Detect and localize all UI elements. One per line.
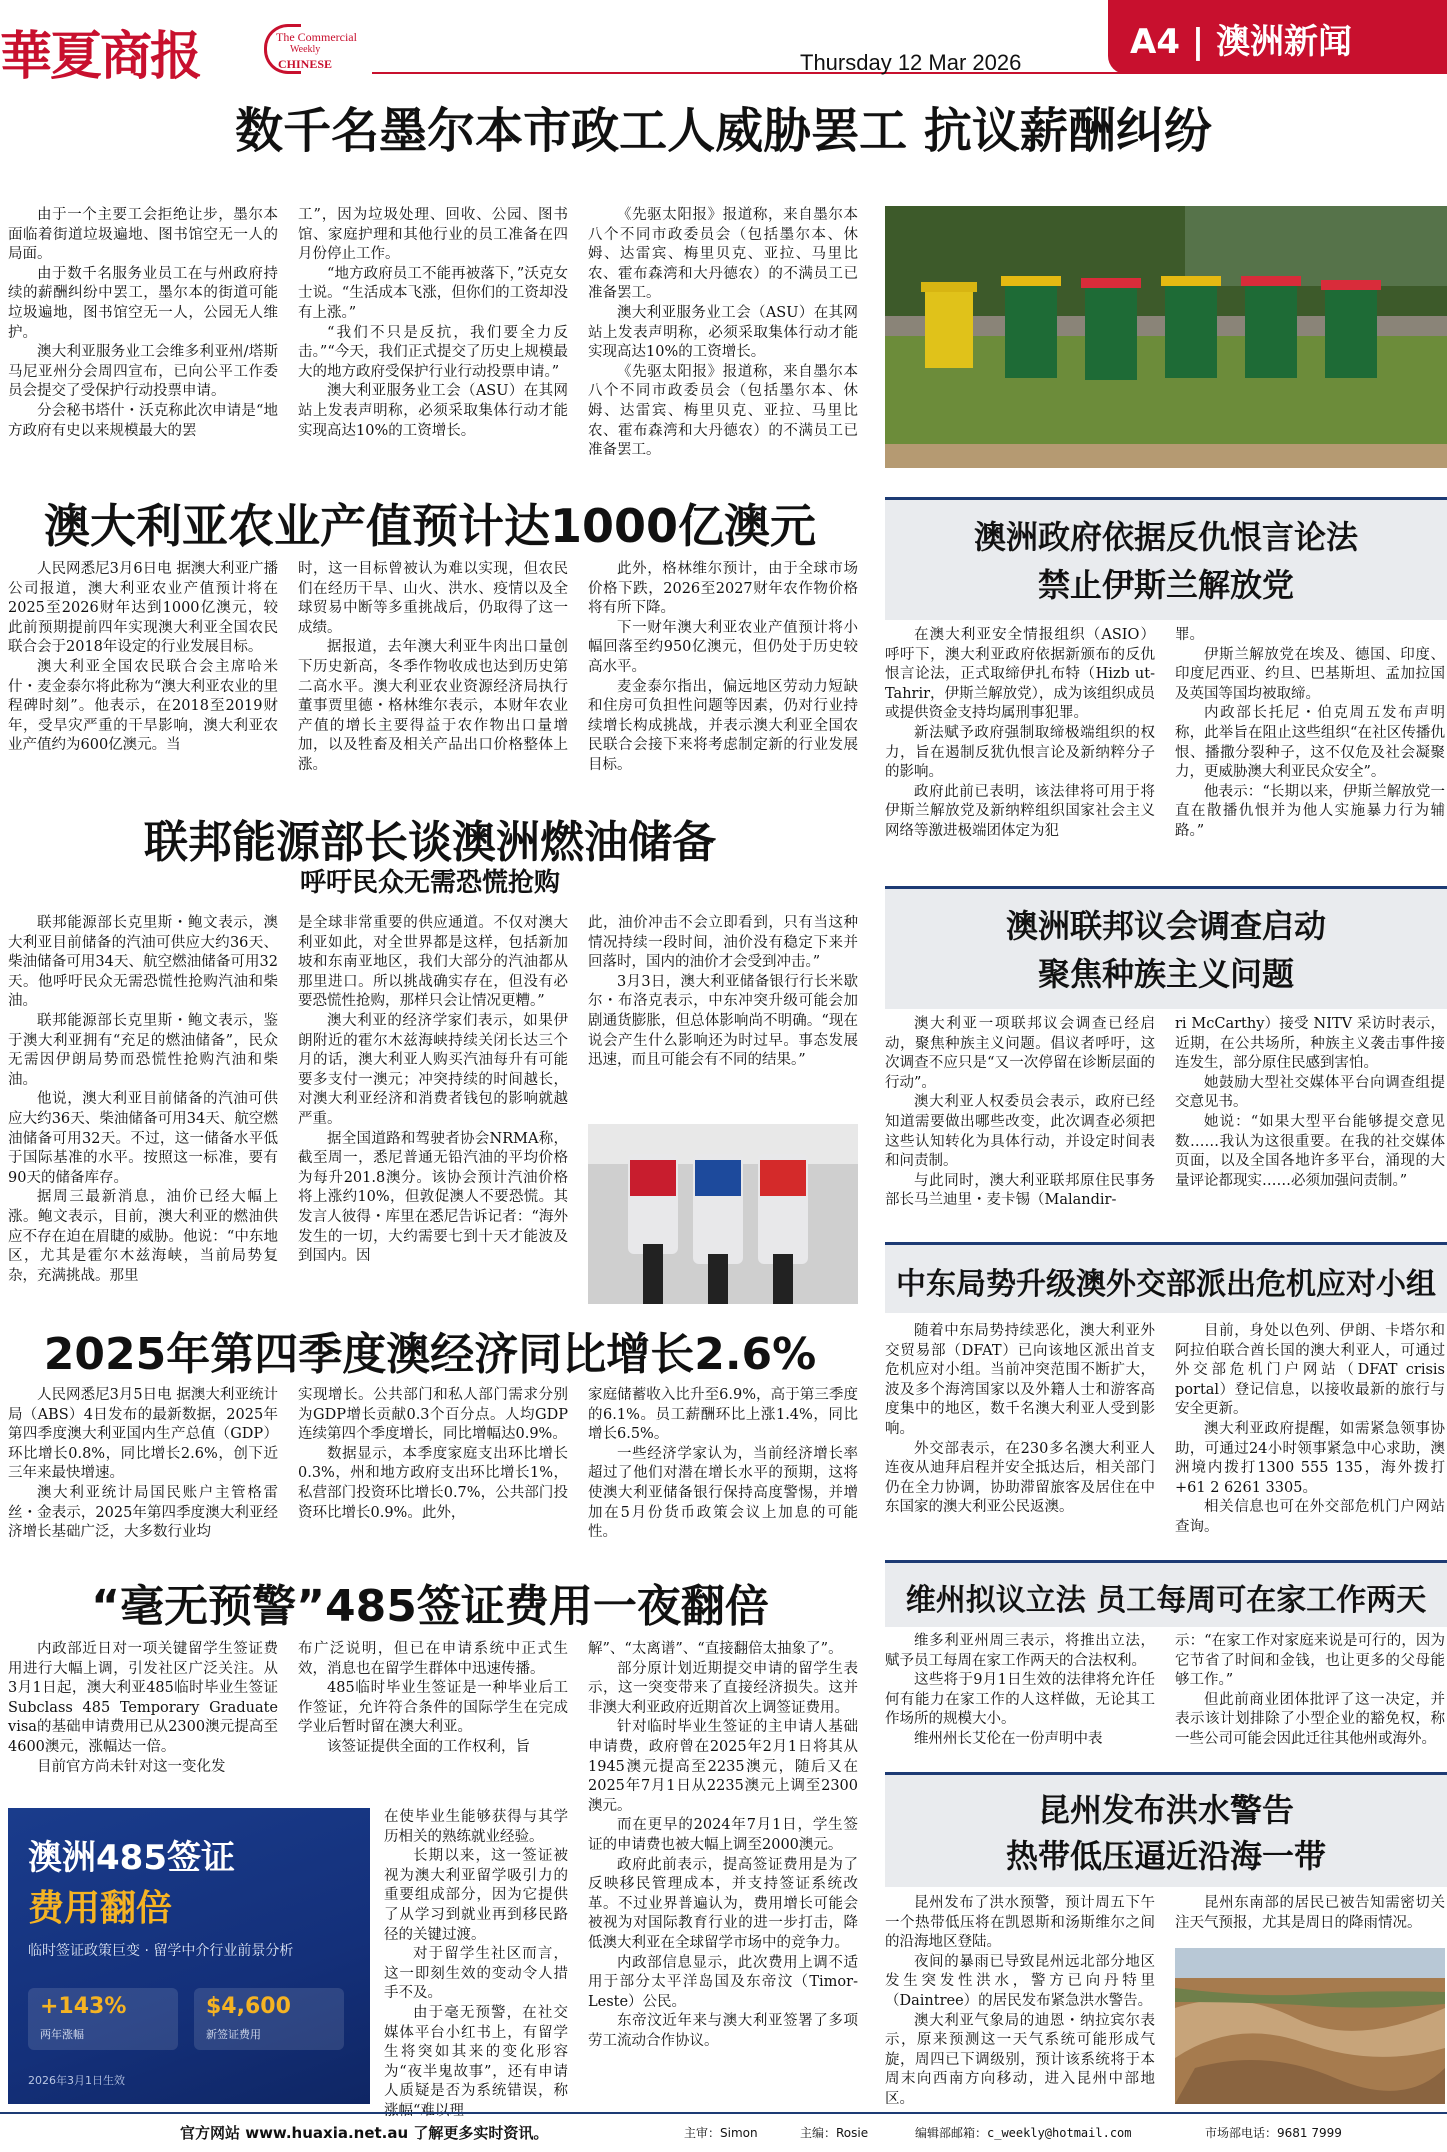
- masthead: [0, 0, 1447, 87]
- para: 目前官方尚未针对这一变化发: [37, 1758, 226, 1775]
- a2-col3: [588, 560, 858, 778]
- a5-col1: [8, 1640, 278, 1802]
- para: 他说，澳大利亚目前储备的汽油可供应大约36天、柴油储备可用34天、航空燃油储备可用32天。不过，这一储备水平低于国际基准的水平。按照这一标准，要有90天的储备库存。: [8, 1091, 278, 1186]
- para: 3月3日，澳大利亚储备银行行长米歇尔・布洛克表示，中东冲突升级可能会加剧通货膨胀，但总体影响尚不明确。“现在说会产生什么影响还为时过早。事态发展迅速，而且可能会有不同的结果。”: [588, 973, 858, 1069]
- fuel-pump-nozzles-photo: [588, 1124, 858, 1304]
- a2-col1: [8, 560, 278, 778]
- headline-flood-line2: 热带低压逼近沿海一带: [1005, 1837, 1326, 1875]
- garbage-bins-photo: [885, 206, 1447, 468]
- footer-phone: 市场部电话：9681 7999: [1205, 2126, 1342, 2140]
- para: 实现增长。公共部门和私人部门需求分别为GDP增长贡献0.3个百分点。人均GDP连续第四个季度增长，同比增幅达0.9%。: [298, 1387, 568, 1443]
- footer: [0, 2112, 1447, 2152]
- para: 澳大利亚服务业工会（ASU）在其网站上发表声明称，必须采取集体行动才能实现高达10%的工资增长。: [298, 383, 568, 439]
- para: 家庭储蓄收入比升至6.9%，高于第三季度的6.1%。员工薪酬环比上涨1.4%，同比增长6.5%。: [588, 1387, 858, 1443]
- para: 维州州长艾伦在一份声明中表: [914, 1730, 1103, 1747]
- para: 在使毕业生能够获得与其学历相关的熟练就业经验。: [384, 1809, 568, 1845]
- a1-col1: [8, 206, 278, 462]
- para: 政府此前表示，提高签证费用是为了反映移民管理成本，并支持签证系统改革。不过业界普遍认为，费用增长可能会被视为对国际教育行业的进一步打击，降低澳大利亚在全球留学市场中的竞争力。: [588, 1856, 858, 1951]
- para: 部分原计划近期提交申请的留学生表示，这一突变带来了直接经济损失。这并非澳大利亚政府近期首次上调签证费用。: [588, 1660, 858, 1716]
- ad-effective-note: 2026年3月1日生效: [28, 2074, 125, 2087]
- para: 据全国道路和驾驶者协会NRMA称，截至周一，悉尼普通无铅汽油的平均价格为每升201.8澳分。该协会预计汽油价格将上涨约10%，但敦促澳人不要恐慌。其发言人彼得・库里在悉尼告诉记者：“海外发生的一切，大约需要七到十天才能波及到国内。因: [298, 1130, 568, 1265]
- subhead-fuel: 呼吁民众无需恐慌抢购: [299, 868, 560, 898]
- para: 该签证提供全面的工作权利，旨: [327, 1738, 530, 1755]
- ad-stat2-value: $4,600: [206, 1994, 291, 2019]
- a1-col3: [588, 206, 858, 462]
- a7-col2: [1175, 1015, 1445, 1215]
- a10-headline-box: [885, 1772, 1447, 1887]
- a7-col1: [885, 1015, 1155, 1215]
- a5-col3: [588, 1640, 858, 2104]
- a8-col2: [1175, 1322, 1445, 1534]
- para: 此，油价冲击不会立即看到，只有当这种情况持续一段时间，油价没有稳定下来并回落时，国内的油价才会受到冲击。”: [588, 915, 858, 971]
- a4-col2: [298, 1386, 568, 1546]
- headline-melbourne-strike: 数千名墨尔本市政工人威胁罢工 抗议薪酬纠纷: [235, 103, 1212, 159]
- para: 伊斯兰解放党在埃及、德国、印度、印度尼西亚、约旦、巴基斯坦、孟加拉国及英国等国均被取缔。: [1175, 646, 1445, 702]
- para: 新法赋予政府强制取缔极端组织的权力，旨在遏制反犹仇恨言论及新纳粹分子的影响。: [885, 724, 1155, 781]
- flood-aerial-photo: [1175, 1948, 1445, 2104]
- para: 她说：“如果大型平台能够提交意见数……我认为这很重要。在我的社交媒体页面，以及全国各地许多平台，涌现的大量评论都现实……必须加强问责制。”: [1175, 1113, 1445, 1189]
- para: 内政部近日对一项关键留学生签证费用进行大幅上调，引发社区广泛关注。从3月1日起，澳大利亚485临时毕业生签证Subclass 485 Temporary Graduate visa的基础申请费用已从2300澳元提高至4600澳元，涨幅达一倍。: [8, 1641, 278, 1755]
- headline-ban-line2: 禁止伊斯兰解放党: [1037, 566, 1294, 604]
- para: 联邦能源部长克里斯・鲍文表示，澳大利亚目前储备的汽油可供应大约36天、柴油储备可用34天、航空燃油储备可用32天。他呼吁民众无需恐慌性抢购汽油和柴油。: [8, 915, 278, 1010]
- a8-col1: [885, 1322, 1155, 1534]
- headline-agriculture: 澳大利亚农业产值预计达1000亿澳元: [43, 499, 817, 553]
- para: 据报道，去年澳大利亚牛肉出口量创下历史新高，冬季作物收成也达到历史第二高水平。澳大利亚农业资源经济局执行董事贾里德・格林维尔表示，本财年农业产值的增长主要得益于农作物出口量增加，以及牲畜及相关产品出口价格整体上涨。: [298, 639, 568, 773]
- para: 这些将于9月1日生效的法律将允许任何有能力在家工作的人这样做，无论其工作场所的规模大小。: [885, 1672, 1155, 1728]
- a10-col1: [885, 1894, 1155, 2107]
- para: 内政部信息显示，此次费用上调不适用于部分太平洋岛国及东帝汶（Timor-Leste）公民。: [588, 1954, 858, 2010]
- para: 澳大利亚一项联邦议会调查已经启动，聚焦种族主义问题。倡议者呼吁，这次调查不应只是“又一次停留在诊断层面的行动”。: [885, 1016, 1155, 1091]
- ad-stat-card-1: [28, 1988, 178, 2050]
- para: 澳大利亚全国农民联合会主席哈米什・麦金泰尔将此称为“澳大利亚农业的里程碑时刻”。他表示，在2018至2019财年，受旱灾严重的干旱影响，澳大利亚农业产值约为600亿澳元。当: [8, 658, 278, 754]
- a5-col2b: [384, 1808, 568, 2119]
- para: 夜间的暴雨已导致昆州远北部分地区发生突发性洪水，警方已向丹特里（Daintree）的居民发布紧急洪水警告。: [885, 1953, 1155, 2009]
- ad-subtitle: 临时签证政策巨变 · 留学中介行业前景分析: [28, 1943, 294, 1959]
- para: 东帝汶近年来与澳大利亚签署了多项劳工流动合作协议。: [588, 2013, 858, 2049]
- ad-title-2: 费用翻倍: [28, 1888, 173, 1929]
- headline-fuel: 联邦能源部长谈澳洲燃油储备: [144, 817, 716, 868]
- para: 昆州发布了洪水预警，预计周五下午一个热带低压将在凯恩斯和汤斯维尔之间的沿海地区登陆。: [885, 1895, 1155, 1951]
- a2-col2: [298, 560, 568, 778]
- para: 政府此前已表明，该法律将可用于将伊斯兰解放党及新纳粹组织国家社会主义网络等激进极端团体定为犯: [885, 783, 1155, 839]
- a7-headline-box: [885, 886, 1447, 1009]
- logo-en-line1: The Commercial: [276, 30, 357, 44]
- para: 但此前商业团体批评了这一决定，并表示该计划排除了小型企业的豁免权，称一些公司可能会因此迁往其他州或海外。: [1175, 1691, 1445, 1747]
- a8-headline-box: [885, 1242, 1447, 1313]
- para: 她鼓励大型社交媒体平台向调查组提交意见书。: [1175, 1074, 1445, 1111]
- logo-en-line2: Weekly: [290, 44, 321, 55]
- para: 下一财年澳大利亚农业产值预计将小幅回落至约950亿澳元，但仍处于历史较高水平。: [588, 619, 858, 675]
- para: 是全球非常重要的供应通道。不仅对澳大利亚如此，对全世界都是这样，包括新加坡和东南亚地区，我们大部分的汽油都从那里进口。所以挑战确实存在，但没有必要恐慌性抢购，那样只会让情况更糟。”: [298, 915, 568, 1010]
- headline-ban-line1: 澳洲政府依据反仇恨言论法: [973, 518, 1358, 556]
- para: 澳大利亚统计局国民账户主管格雷丝・金表示，2025年第四季度澳大利亚经济增长基础广泛，大多数行业均: [8, 1484, 278, 1541]
- para: 澳大利亚政府提醒，如需紧急领事协助，可通过24小时领事紧急中心求助，澳洲境内拨打1300 555 135，海外拨打+61 2 6261 3305。: [1175, 1420, 1445, 1496]
- para: 而在更早的2024年7月1日，学生签证的申请费也被大幅上调至2000澳元。: [588, 1817, 858, 1853]
- para: 澳大利亚人权委员会表示，政府已经知道需要做出哪些改变，此次调查必须把这些认知转化为具体行动，并设定时间表和问责制。: [885, 1094, 1155, 1170]
- a9-col2: [1175, 1632, 1445, 1772]
- para: 内政部长托尼・伯克周五发布声明称，此举旨在阻止这些组织“在社区传播仇恨、播撒分裂种子，这不仅危及社会凝聚力，更威胁澳大利亚民众安全”。: [1175, 705, 1445, 781]
- headline-gdp: 2025年第四季度澳经济同比增长2.6%: [43, 1329, 817, 1380]
- ad-stat1-label: 两年涨幅: [40, 2028, 84, 2041]
- para: 联邦能源部长克里斯・鲍文表示，鉴于澳大利亚拥有“充足的燃油储备”，民众无需因伊朗局势而恐慌性抢购汽油和柴油。: [8, 1012, 278, 1088]
- para: 由于毫无预警，在社交媒体平台小红书上，有留学生将突如其来的变化形容为“夜半鬼故事”，还有申请人质疑是否为系统错误，称涨幅“难以理: [384, 2004, 568, 2119]
- para: 工”，因为垃圾处理、回收、公园、图书馆、家庭护理和其他行业的员工准备在四月份停止工作。: [298, 207, 568, 263]
- logo-cn: 華夏商报: [0, 26, 201, 87]
- visa-fee-ad: [8, 1808, 370, 2104]
- para: 目前，身处以色列、伊朗、卡塔尔和阿拉伯联合酋长国的澳大利亚人，可通过外交部危机门户网站（DFAT crisis portal）登记信息，以接收最新的旅行与安全更新。: [1175, 1323, 1445, 1418]
- para: 《先驱太阳报》报道称，来自墨尔本八个不同市政委员会（包括墨尔本、休姆、达雷宾、梅里贝克、亚拉、马里比农、霍布森湾和大丹德农）的不满员工已准备罢工。: [588, 207, 858, 302]
- para: 在澳大利亚安全情报组织（ASIO）呼吁下，澳大利亚政府依据新颁布的反仇恨言论法，正式取缔伊扎布特（Hizb ut-Tahrir，伊斯兰解放党），成为该组织成员或提供资金支持均属刑事犯罪。: [885, 627, 1155, 722]
- headline-wfh: 维州拟议立法 员工每周可在家工作两天: [905, 1583, 1427, 1618]
- para: 《先驱太阳报》报道称，来自墨尔本八个不同市政委员会（包括墨尔本、休姆、达雷宾、梅里贝克、亚拉、马里比农、霍布森湾和大丹德农）的不满员工已准备罢工。: [588, 363, 858, 459]
- footer-email: 编辑部邮箱：c_weekly@hotmail.com: [915, 2126, 1132, 2140]
- para: 针对临时毕业生签证的主申请人基础申请费，政府曾在2025年2月1日将其从1945澳元提高至2235澳元，随后又在2025年7月1日从2235澳元上调至2300澳元。: [588, 1719, 858, 1814]
- para: 麦金泰尔指出，偏远地区劳动力短缺和住房可负担性问题等因素，仍对行业持续增长构成挑战，并表示澳大利亚全国农民联合会接下来将考虑制定新的行业发展目标。: [588, 678, 858, 773]
- headline-flood-line1: 昆州发布洪水警告: [1037, 1791, 1294, 1829]
- footer-editor: 主审：Simon: [684, 2126, 758, 2140]
- para: 澳大利亚服务业工会维多利亚州/塔斯马尼亚州分会周四宣布，已向公平工作委员会提交了受保护行动投票申请。: [8, 344, 278, 400]
- para: 解”、“太离谱”、“直接翻倍太抽象了”。: [588, 1641, 843, 1657]
- a9-col1: [885, 1632, 1155, 1772]
- footer-chief-editor: 主编：Rosie: [800, 2126, 869, 2140]
- para: 时，这一目标曾被认为难以实现，但农民们在经历干旱、山火、洪水、疫情以及全球贸易中断等多重挑战后，仍取得了这一成绩。: [298, 561, 568, 636]
- a9-headline-box: [885, 1560, 1447, 1627]
- headline-middle-east: 中东局势升级澳外交部派出危机应对小组: [896, 1267, 1436, 1302]
- para: 人民网悉尼3月5日电 据澳大利亚统计局（ABS）4日发布的最新数据，2025年第四季度澳大利亚国内生产总值（GDP）环比增长0.8%，同比增长2.6%，创下近三年来最快增速。: [8, 1387, 278, 1482]
- para: 随着中东局势持续恶化，澳大利亚外交贸易部（DFAT）已向该地区派出首支危机应对小组。当前冲突范围不断扩大，波及多个海湾国家以及外籍人士和游客高度集中的地区，数千名澳大利亚人受到影响。: [885, 1323, 1155, 1437]
- para: “地方政府员工不能再被落下，”沃克女士说。“生活成本飞涨，但你们的工资却没有上涨。”: [298, 265, 568, 321]
- logo-en-line3: CHINESE: [278, 57, 333, 71]
- para: 对于留学生社区而言，这一即刻生效的变动令人措手不及。: [384, 1946, 568, 2002]
- para: 人民网悉尼3月6日电 据澳大利亚广播公司报道，澳大利亚农业产值预计将在2025至2026财年达到1000亿澳元，较此前预期提前四年实现澳大利亚全国农民联合会于2018年设定的行业发展目标。: [8, 561, 278, 656]
- para: 布广泛说明，但已在申请系统中正式生效，消息也在留学生群体中迅速传播。: [298, 1641, 568, 1677]
- a6-col1: [885, 626, 1155, 856]
- para: 数据显示，本季度家庭支出环比增长0.3%，州和地方政府支出环比增长1%，私营部门投资环比增长0.7%，公共部门投资环比增长0.9%。此外，: [298, 1445, 568, 1521]
- para: 澳大利亚服务业工会（ASU）在其网站上发表声明称，必须采取集体行动才能实现高达10%的工资增长。: [588, 304, 858, 361]
- para: 与此同时，澳大利亚联邦原住民事务部长马兰迪里・麦卡锡（Malandir-: [885, 1172, 1155, 1209]
- para: 由于一个主要工会拒绝让步，墨尔本面临着街道垃圾遍地、图书馆空无一人的局面。: [8, 207, 278, 263]
- para: 他表示：“长期以来，伊斯兰解放党一直在散播仇恨并为他人实施暴力行为辅路。”: [1175, 783, 1445, 839]
- para: 据周三最新消息，油价已经大幅上涨。鲍文表示，目前，澳大利亚的燃油供应不存在迫在眉睫的威胁。他说：“中东地区，尤其是霍尔木兹海峡，当前局势复杂，充满挑战。那里: [8, 1189, 278, 1284]
- section-label: A4 | 澳洲新闻: [1130, 22, 1353, 62]
- a3-col3: [588, 914, 858, 1110]
- para: 昆州东南部的居民已被告知需密切关注天气预报，尤其是周日的降雨情况。: [1175, 1895, 1445, 1931]
- para: 由于数千名服务业员工在与州政府持续的薪酬纠纷中罢工，墨尔本的街道可能垃圾遍地，图书馆空无一人，公园无人维护。: [8, 265, 278, 341]
- a3-col2: [298, 914, 568, 1304]
- a6-col2: [1175, 626, 1445, 856]
- a4-col3: [588, 1386, 858, 1546]
- headline-racism-line1: 澳洲联邦议会调查启动: [1005, 907, 1326, 945]
- headline-485-visa: “毫无预警”485签证费用一夜翻倍: [91, 1581, 769, 1632]
- para: ri McCarthy）接受 NITV 采访时表示，近期，在公共场所，种族主义袭击事件接连发生，部分原住民感到害怕。: [1175, 1016, 1445, 1072]
- headline-racism-line2: 聚焦种族主义问题: [1037, 955, 1294, 993]
- ad-stat1-value: +143%: [40, 1994, 127, 2019]
- para: “我们不只是反抗，我们要全力反击。”“今天，我们正式提交了历史上规模最大的地方政府受保护行业行动投票申请。”: [298, 324, 568, 380]
- para: 罪。: [1175, 627, 1204, 643]
- footer-website: 官方网站 www.huaxia.net.au 了解更多实时资讯。: [180, 2124, 549, 2142]
- a4-col1: [8, 1386, 278, 1546]
- a10-col2: [1175, 1894, 1445, 1938]
- para: 分会秘书塔什・沃克称此次申请是“地方政府有史以来规模最大的罢: [8, 402, 278, 439]
- para: 外交部表示，在230多名澳大利亚人连夜从迪拜启程并安全抵达后，相关部门仍在全力协调，协助滞留旅客及居住在中东国家的澳大利亚公民返澳。: [885, 1440, 1155, 1516]
- para: 此外，格林维尔预计，由于全球市场价格下跌，2026至2027财年农作物价格将有所下降。: [588, 561, 858, 617]
- a6-headline-box: [885, 497, 1447, 620]
- a1-col2: [298, 206, 568, 462]
- para: 澳大利亚的经济学家们表示，如果伊朗附近的霍尔木兹海峡持续关闭长达三个月的话，澳大利亚人购买汽油每升有可能要多支付一澳元；冲突持续的时间越长，对澳大利亚经济和消费者钱包的影响就越严重。: [298, 1012, 568, 1127]
- issue-date: Thursday 12 Mar 2026: [800, 50, 1022, 75]
- a5-col2a: [298, 1640, 568, 1802]
- para: 维多利亚州周三表示，将推出立法，赋予员工每周在家工作两天的合法权利。: [885, 1633, 1155, 1669]
- ad-title-1: 澳洲485签证: [28, 1838, 235, 1878]
- ad-stat2-label: 新签证费用: [206, 2028, 261, 2041]
- para: 485临时毕业生签证是一种毕业后工作签证，允许符合条件的国际学生在完成学业后暂时留在澳大利亚。: [298, 1680, 568, 1736]
- ad-stat-card-2: [194, 1988, 344, 2050]
- a3-col1: [8, 914, 278, 1304]
- para: 澳大利亚气象局的迪恩・纳拉宾尔表示，原来预测这一天气系统可能形成气旋，周四已下调级别，预计该系统将于本周末向西南方向移动，进入昆州中部地区。: [885, 2012, 1155, 2107]
- para: 示：“在家工作对家庭来说是可行的，因为它节省了时间和金钱，也让更多的父母能够工作。”: [1175, 1633, 1445, 1689]
- para: 一些经济学家认为，当前经济增长率超过了他们对潜在增长水平的预期，这将使澳大利亚储备银行保持高度警惕，并增加在5月份货币政策会议上加息的可能性。: [588, 1445, 858, 1541]
- para: 长期以来，这一签证被视为澳大利亚留学吸引力的重要组成部分，因为它提供了从学习到就业再到移民路径的关键过渡。: [384, 1848, 568, 1943]
- para: 相关信息也可在外交部危机门户网站查询。: [1175, 1499, 1445, 1535]
